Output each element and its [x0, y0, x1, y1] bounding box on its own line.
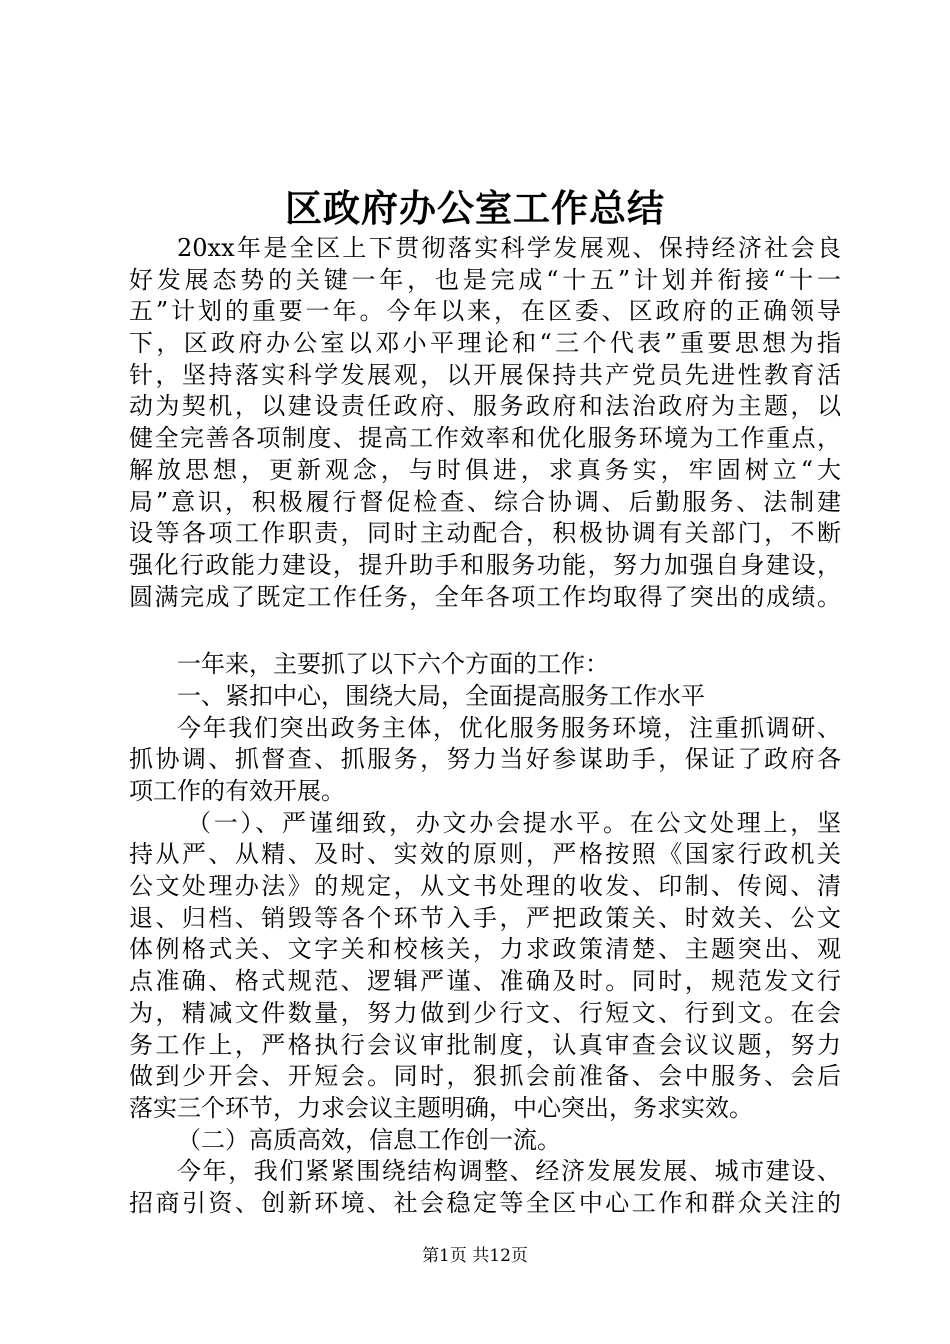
paragraph-line: 好发展态势的关键一年，也是完成“十五”计划并衔接“十一 — [129, 265, 841, 294]
paragraph-line: 一年来，主要抓了以下六个方面的工作： — [177, 650, 609, 679]
paragraph-line: 今年我们突出政务主体，优化服务服务环境，注重抓调研、 — [177, 713, 841, 742]
paragraph-line: 针，坚持落实科学发展观，以开展保持共产党员先进性教育活 — [129, 360, 841, 389]
paragraph-line: 动为契机，以建设责任政府、服务政府和法治政府为主题，以 — [129, 392, 841, 421]
paragraph-line: 局”意识，积极履行督促检查、综合协调、后勤服务、法制建 — [129, 487, 841, 516]
paragraph-line: 退、归档、销毁等各个环节入手，严把政策关、时效关、公文 — [129, 903, 841, 932]
paragraph-line: 体例格式关、文字关和校核关，力求政策清楚、主题突出、观 — [129, 935, 841, 964]
paragraph-line: 持从严、从精、及时、实效的原则，严格按照《国家行政机关 — [129, 840, 841, 869]
paragraph-line: 点准确、格式规范、逻辑严谨、准确及时。同时，规范发文行 — [129, 967, 841, 996]
paragraph-line: 项工作的有效开展。 — [129, 777, 345, 805]
document-body — [129, 233, 841, 1220]
paragraph-line: 强化行政能力建设，提升助手和服务功能，努力加强自身建设， — [129, 550, 841, 579]
paragraph-line: 下，区政府办公室以邓小平理论和“三个代表”重要思想为指 — [129, 329, 841, 358]
paragraph-line: 招商引资、创新环境、社会稳定等全区中心工作和群众关注的 — [129, 1188, 841, 1217]
subsection-line: （一）、严谨细致，办文办会提水平。在公文处理上，坚 — [187, 808, 841, 837]
subsection-heading: （二）高质高效，信息工作创一流。 — [177, 1125, 561, 1154]
page-footer: 第1页 共12页 — [422, 1246, 528, 1266]
section-heading: 一、紧扣中心，围绕大局，全面提高服务工作水平 — [177, 681, 705, 710]
paragraph-line: 五”计划的重要一年。今年以来，在区委、区政府的正确领导 — [129, 297, 841, 326]
document-title: 区政府办公室工作总结 — [285, 186, 665, 230]
paragraph-line: 20xx年是全区上下贯彻落实科学发展观、保持经济社会良 — [177, 234, 841, 262]
paragraph-line: 务工作上，严格执行会议审批制度，认真审查会议议题，努力 — [129, 1030, 841, 1059]
paragraph-line: 设等各项工作职责，同时主动配合，积极协调有关部门，不断 — [129, 519, 841, 548]
paragraph-line: 健全完善各项制度、提高工作效率和优化服务环境为工作重点， — [129, 424, 841, 453]
paragraph-gap — [129, 613, 841, 649]
paragraph-line: 解放思想，更新观念，与时俱进，求真务实，牢固树立“大 — [129, 455, 841, 484]
paragraph-line: 圆满完成了既定工作任务，全年各项工作均取得了突出的成绩。 — [129, 582, 841, 611]
paragraph-line: 今年，我们紧紧围绕结构调整、经济发展发展、城市建设、 — [177, 1157, 841, 1186]
paragraph-line: 落实三个环节，力求会议主题明确，中心突出，务求实效。 — [129, 1093, 753, 1122]
paragraph-line: 公文处理办法》的规定，从文书处理的收发、印制、传阅、清 — [129, 872, 841, 901]
paragraph-line: 做到少开会、开短会。同时，狠抓会前准备、会中服务、会后 — [129, 1062, 841, 1091]
paragraph-line: 为，精减文件数量，努力做到少行文、行短文、行到文。在会 — [129, 998, 841, 1027]
paragraph-line: 抓协调、抓督查、抓服务，努力当好参谋助手，保证了政府各 — [129, 745, 841, 774]
